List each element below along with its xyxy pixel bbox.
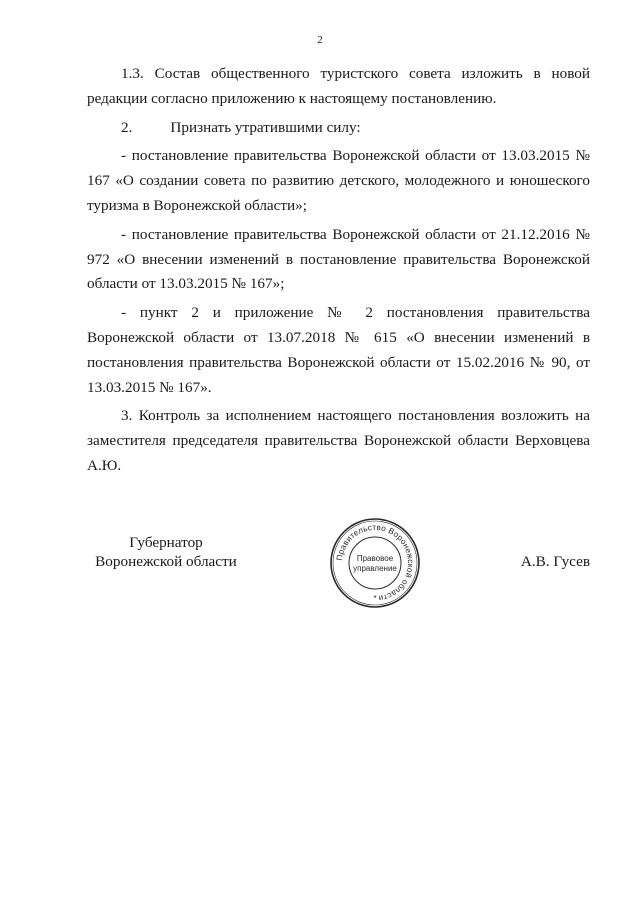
signatory-title-line-1: Губернатор	[129, 534, 203, 551]
paragraph-2-number: 2.	[121, 118, 133, 136]
paragraph-repeal-3: - пункт 2 и приложение № 2 постановления правительства Воронежской области от 13.07.2018 № 615 «О внесении изменений в постановления правительства Воронежской области от 15.02.2016 № 90, от 13.03.2015 № 167».	[87, 304, 590, 396]
legal-department-stamp	[329, 517, 421, 609]
paragraph-repeal-1: - постановление правительства Воронежской области от 13.03.2015 № 167 «О создании совета по развитию детского, молодежного и юношеского туризма в Воронежской области»;	[87, 147, 590, 214]
signature-block	[87, 522, 590, 623]
signatory-title-line-2: Воронежской области	[95, 553, 237, 570]
stamp-ring-text: Правительство Воронежской области	[335, 522, 416, 603]
page-number: 2	[317, 34, 323, 46]
stamp-center-line-1: Правовое	[356, 554, 394, 563]
document-body	[87, 62, 590, 483]
paragraph-1-3: 1.3. Состав общественного туристского совета изложить в новой редакции согласно приложению к настоящему постановлению.	[87, 65, 590, 107]
stamp-star: *	[373, 594, 377, 603]
paragraph-2	[87, 116, 590, 141]
stamp-center-line-2: управление	[353, 564, 397, 573]
signatory-name: А.В. Гусев	[520, 553, 590, 570]
signatory-title	[91, 533, 241, 571]
paragraph-3: 3. Контроль за исполнением настоящего постановления возложить на заместителя председателя правительства Воронежской области Верховцева А.Ю.	[87, 407, 590, 474]
paragraph-2-text: Признать утратившими силу:	[170, 118, 361, 136]
paragraph-repeal-2: - постановление правительства Воронежской области от 21.12.2016 № 972 «О внесении изменений в постановление правительства Воронежской области от 13.03.2015 № 167»;	[87, 225, 590, 293]
